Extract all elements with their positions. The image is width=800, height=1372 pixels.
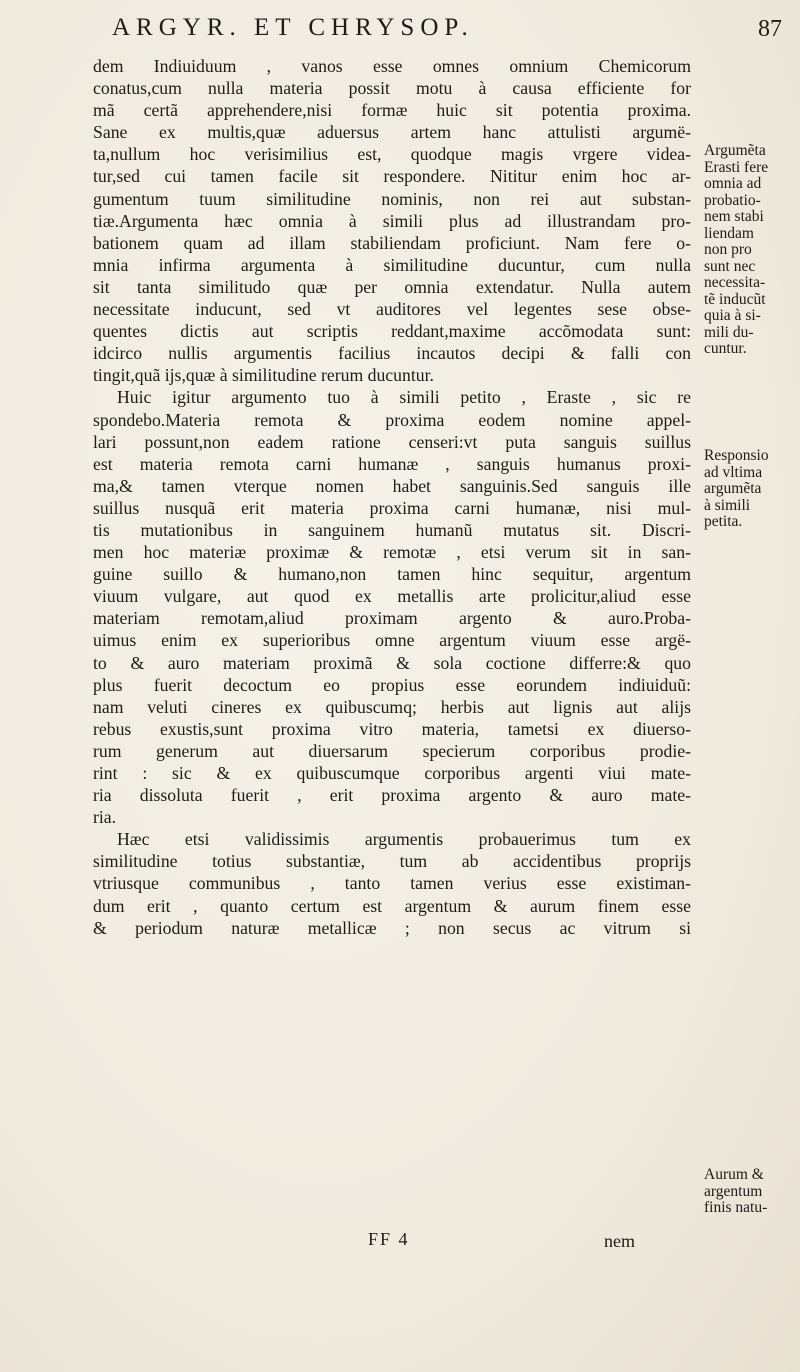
margin-line: sunt nec xyxy=(704,258,756,275)
text-line: uimus enim ex superioribus omne argentum viuum esse argë- xyxy=(93,630,691,651)
text-line: lari possunt,non eadem ratione censeri:vt puta sanguis suillus xyxy=(93,431,691,452)
margin-line: nem stabi xyxy=(704,209,764,225)
text-line: rint : sic & ex quibuscumque corporibus argenti viui mate- xyxy=(93,763,691,783)
margin-line: à simili xyxy=(704,497,751,514)
text-line: necessitate inducunt, sed vt auditores vel legentes sese obse- xyxy=(93,299,691,320)
text-line: rebus exustis,sunt proxima vitro materia, tametsi ex diuerso- xyxy=(93,718,691,739)
margin-line: cuntur. xyxy=(704,341,747,357)
margin-line: non pro xyxy=(704,242,752,258)
page-number: 87 xyxy=(758,16,782,42)
margin-line: omnia ad xyxy=(704,176,762,192)
text-line: viuum vulgare, aut quod ex metallis arte prolicitur,aliud esse xyxy=(93,586,691,607)
paragraph-1 xyxy=(93,55,691,386)
text-line: tiæ.Argumenta hæc omnia à simili plus ad illustrandam pro- xyxy=(93,210,691,231)
margin-line: argentum xyxy=(704,1183,763,1200)
text-line: vtriusque communibus , tanto tamen verius esse existiman- xyxy=(93,873,691,894)
text-line: Huic igitur argumento tuo à simili petito , Eraste , sic re xyxy=(117,387,691,408)
text-line: men hoc materiæ proximæ & remotæ , etsi verum sit in san- xyxy=(93,542,691,563)
margin-line: finis natu- xyxy=(704,1200,768,1216)
margin-line: mili du- xyxy=(704,324,754,341)
body-text xyxy=(93,55,691,939)
text-line: mã certã apprehendere,nisi formæ huic sit potentia proxima. xyxy=(93,100,691,121)
page-header xyxy=(0,14,800,50)
text-line: materiam remotam,aliud proximam argento & auro.Proba- xyxy=(93,608,691,629)
text-line: tur,sed cui tamen facile sit respondere. Nititur enim hoc ar- xyxy=(93,166,691,187)
margin-line: Erasti fere xyxy=(704,159,769,176)
margin-line: probatio- xyxy=(704,192,761,209)
text-line: bationem quam ad illam stabiliendam proficiunt. Nam fere o- xyxy=(93,232,691,253)
margin-line: ad vltima xyxy=(704,464,763,481)
text-line: ta,nullum hoc verisimilius est, quodque magis vrgere videa- xyxy=(93,144,691,165)
text-line: Hæc etsi validissimis argumentis probauerimus tum ex xyxy=(117,829,691,850)
margin-line: petita. xyxy=(704,514,743,530)
signature-mark: FF 4 xyxy=(368,1229,410,1249)
text-line: ria dissoluta fuerit , erit proxima argento & auro mate- xyxy=(93,785,691,806)
margin-note-1 xyxy=(704,143,800,358)
text-line: guine suillo & humano,non tamen hinc sequitur, argentum xyxy=(93,564,691,585)
text-line: quentes dictis aut scriptis reddant,maxime accõmodata sunt: xyxy=(93,321,691,342)
text-line: tingit,quã ijs,quæ à similitudine rerum ducuntur. xyxy=(93,365,434,386)
margin-note-2 xyxy=(704,448,800,531)
text-line: rum generum aut diuersarum specierum corporibus prodie- xyxy=(93,740,691,761)
margin-line: Responsio xyxy=(704,448,769,464)
catchword: nem xyxy=(604,1231,635,1251)
text-line: ria. xyxy=(93,807,117,828)
margin-line: liendam xyxy=(704,225,754,242)
margin-line: necessita- xyxy=(704,275,766,291)
text-line: to & auro materiam proximã & sola coctione differre:& quo xyxy=(93,652,691,673)
paragraph-3 xyxy=(93,828,691,938)
text-line: suillus nusquã erit materia proxima carni humanæ, nisi mul- xyxy=(93,497,691,518)
text-line: Sane ex multis,quæ aduersus artem hanc attulisti argumë- xyxy=(93,122,691,143)
text-line: sit tanta similitudo quæ per omnia extendatur. Nulla autem xyxy=(93,276,691,297)
text-line: similitudine totius substantiæ, tum ab accidentibus proprijs xyxy=(93,851,691,872)
margin-line: Argumẽta xyxy=(704,143,766,159)
text-line: tis mutationibus in sanguinem humanũ mutatus sit. Discri- xyxy=(93,519,691,540)
margin-line: quia à si- xyxy=(704,308,761,324)
text-line: ma,& tamen vterque nomen habet sanguinis.Sed sanguis ille xyxy=(93,475,691,496)
text-line: est materia remota carni humanæ , sanguis humanus proxi- xyxy=(93,453,691,474)
margin-line: Aurum & xyxy=(704,1167,764,1183)
text-line: gumentum tuum similitudine nominis, non rei aut substan- xyxy=(93,188,691,209)
paragraph-2 xyxy=(93,386,691,828)
margin-line: argumẽta xyxy=(704,481,762,497)
text-line: mnia infirma argumenta à similitudine ducuntur, cum nulla xyxy=(93,254,691,275)
text-line: dum erit , quanto certum est argentum & aurum finem esse xyxy=(93,895,691,916)
text-line: dem Indiuiduum , vanos esse omnes omnium Chemicorum xyxy=(93,56,691,76)
text-line: & periodum naturæ metallicæ ; non secus ac vitrum si xyxy=(93,917,691,938)
text-line: conatus,cum nulla materia possit motu à causa efficiente for xyxy=(93,78,691,99)
text-line: plus fuerit decoctum eo propius esse eorundem indiuiduũ: xyxy=(93,674,691,695)
text-line: spondebo.Materia remota & proxima eodem nomine appel- xyxy=(93,409,691,430)
margin-note-3 xyxy=(704,1167,800,1217)
margin-line: tẽ inducũt xyxy=(704,291,766,308)
text-line: nam veluti cineres ex quibuscumq; herbis aut lignis aut alijs xyxy=(93,696,691,717)
running-head: ARGYR. ET CHRYSOP. xyxy=(112,14,474,41)
text-line: idcirco nullis argumentis facilius incautos decipi & falli con xyxy=(93,343,691,364)
